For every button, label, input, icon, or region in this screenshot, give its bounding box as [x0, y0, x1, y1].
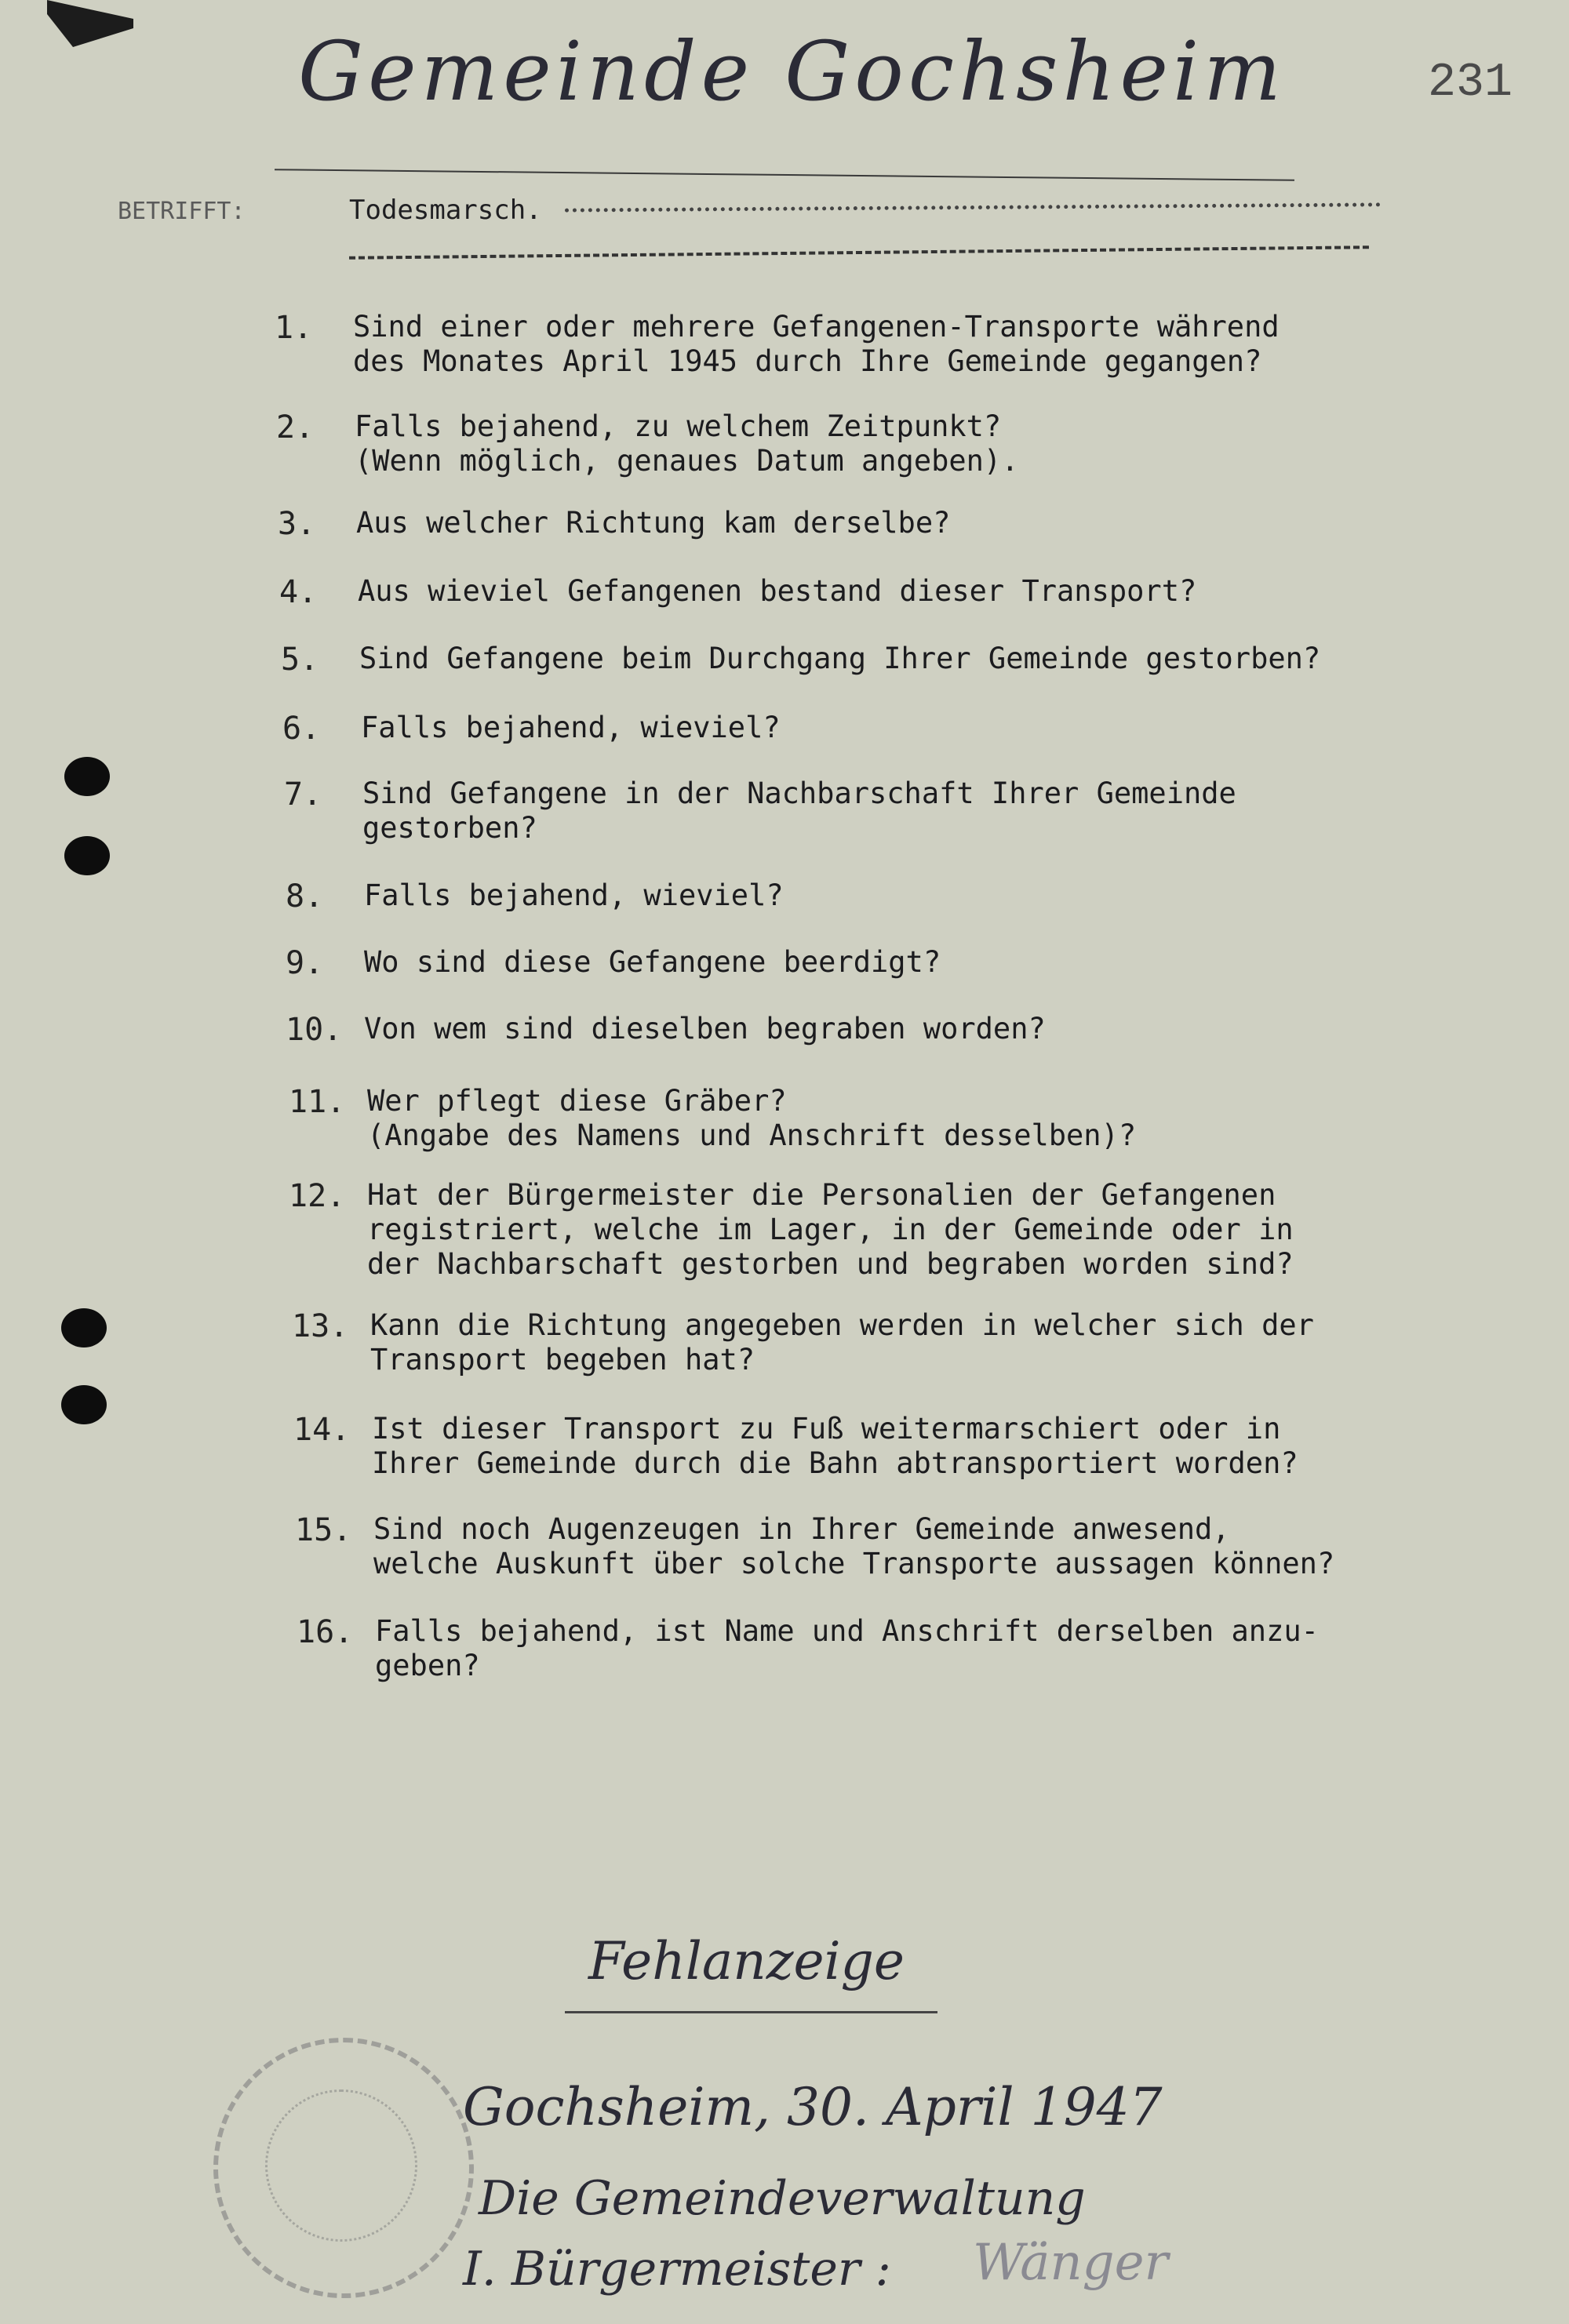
official-stamp [213, 2038, 474, 2298]
punch-hole [61, 1385, 107, 1424]
question-text: Aus welcher Richtung kam derselbe? [356, 506, 951, 540]
question-text: geben? [375, 1649, 480, 1682]
question-text: Sind Gefangene in der Nachbarschaft Ihrer Gemeinde [362, 776, 1236, 810]
question-text: Transport begeben hat? [370, 1343, 755, 1377]
signature-name: Wänger [973, 2234, 1169, 2292]
question-text: Aus wieviel Gefangenen bestand dieser Transport? [358, 574, 1197, 608]
punch-hole [61, 1308, 107, 1347]
question-number: 16. [297, 1614, 354, 1650]
question-text: Von wem sind dieselben begraben worden? [364, 1012, 1046, 1046]
question-number: 15. [295, 1512, 352, 1548]
question-text: Wer pflegt diese Gräber? [367, 1084, 787, 1118]
stamp-inner-ring [265, 2089, 417, 2242]
question-number: 1. [275, 310, 313, 346]
role-line: I. Bürgermeister : [463, 2242, 891, 2297]
question-number: 3. [278, 506, 316, 542]
subject-underline [349, 245, 1369, 260]
corner-mark [47, 0, 133, 47]
question-number: 12. [289, 1178, 346, 1214]
punch-hole [64, 757, 110, 796]
question-text: Sind Gefangene beim Durchgang Ihrer Gemeinde gestorben? [359, 642, 1321, 675]
archive-number: 231 [1428, 56, 1513, 110]
question-number: 8. [286, 878, 324, 915]
header-title: Gemeinde Gochsheim [298, 24, 1286, 119]
question-text: Sind noch Augenzeugen in Ihrer Gemeinde anwesend, [373, 1512, 1230, 1546]
question-text: des Monates April 1945 durch Ihre Gemeinde gegangen? [353, 344, 1262, 378]
subject-dotted-line [565, 202, 1381, 212]
question-text: welche Auskunft über solche Transporte aussagen können? [373, 1547, 1335, 1580]
question-number: 11. [289, 1084, 346, 1120]
question-text: Sind einer oder mehrere Gefangenen-Transporte während [353, 310, 1280, 344]
question-number: 2. [276, 409, 315, 446]
question-number: 6. [282, 711, 321, 747]
question-number: 7. [284, 776, 322, 813]
question-text: Kann die Richtung angegeben werden in welcher sich der [370, 1308, 1314, 1342]
question-text: der Nachbarschaft gestorben und begraben worden sind? [367, 1247, 1294, 1281]
question-text: registriert, welche im Lager, in der Gemeinde oder in [367, 1213, 1294, 1246]
answer-handwritten: Fehlanzeige [588, 1931, 905, 1991]
question-number: 9. [286, 945, 324, 981]
punch-hole [64, 836, 110, 875]
question-number: 4. [279, 574, 318, 610]
question-text: (Wenn möglich, genaues Datum angeben). [355, 444, 1019, 478]
question-number: 5. [281, 642, 319, 678]
question-text: (Angabe des Namens und Anschrift desselben)? [367, 1118, 1137, 1152]
question-number: 13. [292, 1308, 349, 1344]
question-text: Wo sind diese Gefangene beerdigt? [364, 945, 941, 979]
header-underline [275, 169, 1294, 181]
question-text: Falls bejahend, wieviel? [364, 878, 784, 912]
question-text: gestorben? [362, 811, 537, 845]
answer-underline [565, 2011, 937, 2013]
question-text: Falls bejahend, ist Name und Anschrift derselben anzu- [375, 1614, 1319, 1648]
subject-text: Todesmarsch. [349, 195, 542, 226]
place-date: Gochsheim, 30. April 1947 [463, 2077, 1163, 2137]
question-text: Falls bejahend, zu welchem Zeitpunkt? [355, 409, 1002, 443]
question-text: Falls bejahend, wieviel? [361, 711, 781, 744]
subject-label: BETRIFFT: [118, 198, 246, 225]
question-text: Hat der Bürgermeister die Personalien der Gefangenen [367, 1178, 1276, 1212]
question-text: Ist dieser Transport zu Fuß weitermarschiert oder in [372, 1412, 1281, 1446]
question-text: Ihrer Gemeinde durch die Bahn abtransportiert worden? [372, 1446, 1298, 1480]
question-number: 14. [293, 1412, 351, 1448]
question-number: 10. [286, 1012, 343, 1048]
office-line: Die Gemeindeverwaltung [479, 2171, 1086, 2226]
